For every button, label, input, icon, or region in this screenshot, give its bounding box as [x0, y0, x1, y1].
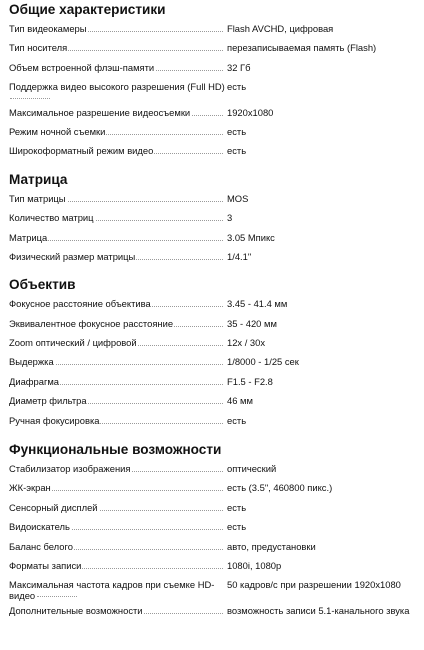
spec-value: 1/4.1"	[227, 250, 252, 262]
spec-row	[9, 338, 421, 357]
spec-row	[9, 127, 421, 146]
spec-label	[9, 338, 227, 348]
spec-label-text: Тип матрицы	[9, 193, 66, 204]
spec-label-text: Zoom оптический / цифровой	[9, 338, 137, 349]
section-title: Функциональные возможности	[9, 442, 222, 458]
spec-label	[9, 580, 227, 601]
spec-label-text: Максимальное разрешение видеосъемки	[9, 107, 191, 118]
spec-label-text: Максимальная частота кадров при съемке HD-видео	[9, 580, 215, 601]
spec-value: 35 - 420 мм	[227, 317, 277, 329]
spec-row	[9, 542, 421, 561]
spec-row	[9, 213, 421, 232]
spec-row	[9, 606, 421, 625]
spec-value: авто, предустановки	[227, 540, 316, 552]
spec-row	[9, 63, 421, 82]
spec-label	[9, 542, 227, 552]
spec-label	[9, 377, 227, 387]
spec-row	[9, 252, 421, 271]
spec-label-text: Физический размер матрицы	[9, 251, 136, 262]
spec-label-text: Тип видеокамеры	[9, 24, 87, 34]
spec-label-text: Фокусное расстояние объектива	[9, 299, 151, 310]
spec-row	[9, 503, 421, 522]
spec-label	[9, 483, 227, 493]
spec-label	[9, 396, 227, 406]
spec-row	[9, 108, 421, 127]
spec-value: MOS	[227, 192, 249, 204]
spec-row	[9, 24, 421, 43]
spec-label	[9, 146, 227, 156]
spec-label-text: Стабилизатор изображения	[9, 464, 131, 475]
spec-value: есть	[227, 414, 247, 426]
spec-value: 1920x1080	[227, 106, 274, 118]
spec-label-text: Широкоформатный режим видео	[9, 146, 154, 157]
section-title: Объектив	[9, 277, 76, 293]
spec-label	[9, 503, 227, 513]
spec-value: есть	[227, 521, 247, 533]
spec-label	[9, 108, 227, 118]
section-title: Матрица	[9, 171, 68, 187]
spec-sheet	[9, 0, 421, 625]
spec-label-text: Дополнительные возможности	[9, 605, 143, 616]
spec-label-text: Форматы записи	[9, 560, 82, 571]
spec-row	[9, 146, 421, 165]
spec-label	[9, 24, 227, 34]
spec-label	[9, 82, 227, 103]
spec-label	[9, 299, 227, 309]
spec-value: есть	[227, 145, 247, 157]
spec-value: перезаписываемая память (Flash)	[227, 42, 377, 54]
spec-label-text: Видоискатель	[9, 522, 70, 533]
dotted-leader	[10, 98, 50, 99]
spec-label-text: Сенсорный дисплей	[9, 502, 98, 513]
spec-label	[9, 522, 227, 532]
spec-label-text: Режим ночной съемки	[9, 126, 106, 137]
spec-row	[9, 319, 421, 338]
spec-row	[9, 82, 421, 107]
spec-label	[9, 606, 227, 616]
spec-label-text: Ручная фокусировка	[9, 415, 100, 426]
spec-label	[9, 252, 227, 262]
spec-label	[9, 43, 227, 53]
spec-label	[9, 561, 227, 571]
spec-value: 3.05 Мпикс	[227, 231, 275, 243]
spec-label-text: Диаметр фильтра	[9, 396, 87, 407]
spec-label-text: Выдержка	[9, 357, 54, 368]
spec-value: оптический	[227, 463, 277, 475]
spec-value: 1/8000 - 1/25 сек	[227, 356, 299, 368]
spec-label-text: Количество матриц	[9, 213, 94, 224]
spec-row	[9, 464, 421, 483]
spec-value: 12x / 30x	[227, 337, 266, 349]
spec-row	[9, 580, 421, 605]
spec-row	[9, 357, 421, 376]
spec-value: 46 мм	[227, 395, 253, 407]
spec-label	[9, 127, 227, 137]
spec-row	[9, 522, 421, 541]
spec-value: 1080i, 1080p	[227, 559, 282, 571]
spec-value: 3	[227, 212, 233, 224]
spec-value: есть	[227, 81, 247, 93]
spec-label	[9, 464, 227, 474]
spec-label-text: Диафрагма	[9, 376, 60, 387]
spec-section	[9, 172, 421, 272]
spec-label	[9, 416, 227, 426]
spec-value: Flash AVCHD, цифровая	[227, 23, 334, 34]
spec-label	[9, 233, 227, 243]
spec-label	[9, 63, 227, 73]
spec-label-text: Матрица	[9, 232, 48, 243]
spec-label	[9, 194, 227, 204]
spec-section	[9, 442, 421, 625]
spec-row	[9, 561, 421, 580]
spec-label-text: Поддержка видео высокого разрешения (Full HD)	[9, 82, 225, 93]
dotted-leader	[37, 596, 77, 597]
spec-label-text: Эквивалентное фокусное расстояние	[9, 318, 174, 329]
spec-label	[9, 213, 227, 223]
spec-value: есть (3.5", 460800 пикс.)	[227, 482, 333, 494]
spec-value: возможность записи 5.1-канального звука	[227, 604, 410, 616]
spec-row	[9, 194, 421, 213]
spec-row	[9, 377, 421, 396]
spec-row	[9, 233, 421, 252]
spec-label-text: Тип носителя	[9, 43, 68, 54]
section-title: Общие характеристики	[9, 2, 166, 17]
spec-value: F1.5 - F2.8	[227, 375, 273, 387]
spec-row	[9, 43, 421, 62]
spec-row	[9, 416, 421, 435]
spec-value: есть	[227, 125, 247, 137]
spec-section	[9, 277, 421, 435]
spec-value: 50 кадров/с при разрешении 1920x1080	[227, 579, 401, 591]
spec-value: есть	[227, 501, 247, 513]
spec-label-text: Объем встроенной флэш-памяти	[9, 62, 155, 73]
spec-value: 3.45 - 41.4 мм	[227, 298, 288, 310]
spec-value: 32 Гб	[227, 61, 251, 73]
spec-row	[9, 483, 421, 502]
spec-section	[9, 2, 421, 166]
spec-row	[9, 299, 421, 318]
spec-label	[9, 357, 227, 367]
spec-row	[9, 396, 421, 415]
spec-label	[9, 319, 227, 329]
spec-label-text: ЖК-экран	[9, 483, 51, 494]
spec-label-text: Баланс белого	[9, 541, 73, 552]
